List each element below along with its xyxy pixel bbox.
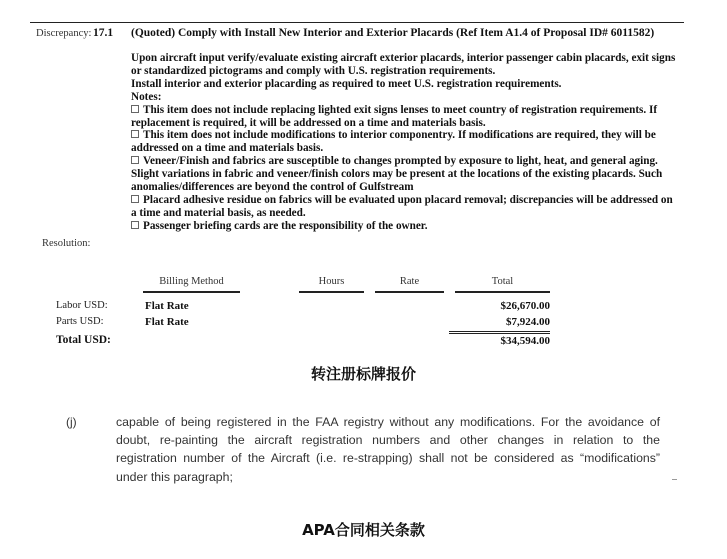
line-text: Slight variations in fabric and veneer/finish colors may be present at the locations of the existing placards. Such xyxy=(131,168,663,181)
checkbox-square-icon xyxy=(131,105,139,113)
body-line xyxy=(131,52,691,65)
top-divider xyxy=(30,22,684,23)
caption-placard-quote: 转注册标牌报价 xyxy=(310,365,416,383)
note-line xyxy=(131,194,691,207)
line-text: This item does not include replacing lighted exit signs lenses to meet country of registration requirements. If xyxy=(143,103,658,116)
clause-line: capable of being registered in the FAA registry without any modifications. For the avoidance of xyxy=(116,415,660,429)
line-text: Placard adhesive residue on fabrics will be evaluated upon placard removal; discrepancies will be addressed on xyxy=(143,193,673,206)
discrepancy-label: Discrepancy: xyxy=(36,28,92,39)
caption-apa-clause: APA合同相关条款 xyxy=(302,521,425,539)
checkbox-square-icon xyxy=(131,195,139,203)
clause-text xyxy=(116,413,660,486)
rate-header: Rate xyxy=(375,276,444,293)
note-line xyxy=(131,104,691,117)
checkbox-square-icon xyxy=(131,130,139,138)
total-header: Total xyxy=(455,276,550,293)
line-text: This item does not include modifications to interior componentry. If modifications are required, they will be xyxy=(143,129,656,142)
discrepancy-body xyxy=(131,52,691,233)
note-line xyxy=(131,155,691,168)
line-text: addressed on a time and materials basis. xyxy=(131,142,324,155)
line-text: Notes: xyxy=(131,90,162,103)
stray-mark xyxy=(672,479,677,480)
checkbox-square-icon xyxy=(131,156,139,164)
body-line xyxy=(131,142,691,155)
resolution-label: Resolution: xyxy=(42,238,91,249)
parts-label: Parts USD: xyxy=(56,316,104,327)
body-line xyxy=(131,207,691,220)
line-text: Upon aircraft input verify/evaluate existing aircraft exterior placards, interior passenger cabin placards, exit signs xyxy=(131,52,676,64)
labor-method: Flat Rate xyxy=(145,300,189,312)
grand-total-label: Total USD: xyxy=(56,334,111,346)
note-line xyxy=(131,129,691,142)
note-line xyxy=(131,220,691,233)
body-line xyxy=(131,91,691,104)
clause-letter: (j) xyxy=(66,415,77,429)
line-text: replacement is required, it will be addressed on a time and materials basis. xyxy=(131,116,486,129)
labor-total: $26,670.00 xyxy=(500,300,550,312)
parts-method: Flat Rate xyxy=(145,316,189,328)
discrepancy-number: 17.1 xyxy=(93,27,114,39)
discrepancy-title: (Quoted) Comply with Install New Interior and Exterior Placards (Ref Item A1.4 of Proposal ID# 6011582) xyxy=(131,27,655,39)
checkbox-square-icon xyxy=(131,221,139,229)
line-text: a time and material basis, as needed. xyxy=(131,206,306,219)
grand-total-value: $34,594.00 xyxy=(500,335,550,347)
billing-method-header: Billing Method xyxy=(143,276,240,293)
line-text: Install interior and exterior placarding as required to meet U.S. registration requirements. xyxy=(131,77,562,90)
line-text: anomalies/differences are beyond the control of Gulfstream xyxy=(131,181,414,194)
clause-line: doubt, re-painting the aircraft registration numbers and other changes in relation to the xyxy=(116,433,660,448)
body-line xyxy=(131,181,691,194)
body-line xyxy=(131,117,691,130)
line-text: Passenger briefing cards are the responsibility of the owner. xyxy=(143,219,428,232)
line-text: or standardized pictograms and comply with U.S. registration requirements. xyxy=(131,64,496,77)
clause-line: registration number of the Aircraft (i.e. re-strapping) shall not be considered as “modifications” xyxy=(116,451,660,466)
parts-total: $7,924.00 xyxy=(506,316,550,328)
hours-header: Hours xyxy=(299,276,364,293)
body-line xyxy=(131,65,691,78)
labor-label: Labor USD: xyxy=(56,300,108,311)
body-line xyxy=(131,168,691,181)
clause-line: under this paragraph; xyxy=(116,469,233,484)
total-rule-top xyxy=(449,331,550,332)
body-line xyxy=(131,78,691,91)
line-text: Veneer/Finish and fabrics are susceptible to changes prompted by exposure to light, heat, and general aging. xyxy=(143,155,658,168)
total-rule-bottom xyxy=(449,333,550,334)
